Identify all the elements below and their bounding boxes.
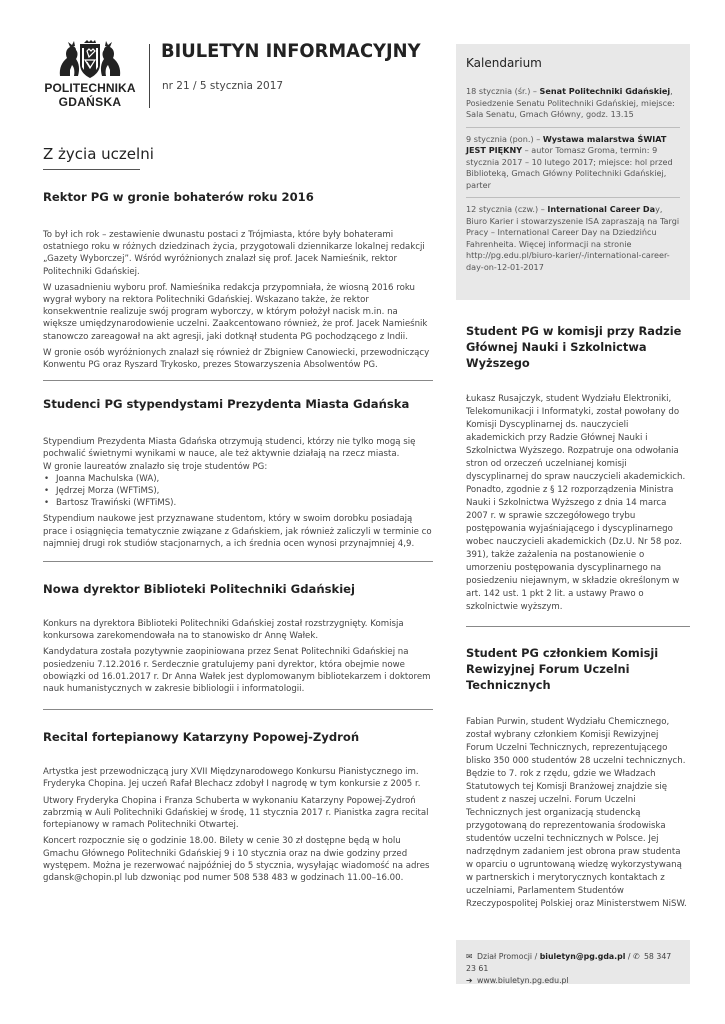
logo-text-gdanska: GDAŃSKA <box>58 95 122 109</box>
calendar-event <box>466 134 680 198</box>
event-date: 12 stycznia (czw.) – <box>466 204 548 214</box>
calendar-event <box>466 86 680 127</box>
article-paragraph: W uzasadnieniu wyboru prof. Namieśnika redakcja przypomniała, że wiosną 2016 roku wygrał wybory na rektora Politechniki Gdańskiej. Wskazano także, że rektor konsekwentnie realizuje swój program wyborczy, w którym położył nacisk m.in. na większe umiędzynarodowienie uczelni. Zaakcentowano również, że prof. Jacek Namieśnik stanowczo zareagował na akt agresji, jaki dotknął studenta PG pochodzącego z Indii. <box>43 282 428 342</box>
article-title: Recital fortepianowy Katarzyny Popowej-Zydroń <box>43 730 360 745</box>
sidebar-article-title: Student PG członkiem Komisji Rewizyjnej Forum Uczelni Technicznych <box>466 646 659 692</box>
sidebar-article-commission <box>466 323 688 614</box>
sidebar-column <box>456 44 690 911</box>
article-body <box>43 229 433 371</box>
article-body <box>43 618 433 695</box>
sidebar-article-body: Fabian Purwin, student Wydziału Chemicznego, został wybrany członkiem Komisji Rewizyjnej Forum Uczelni Technicznych, reprezentującego blisko 350 000 studentów 28 uczelni technicznych. Będzie to 7. rok z rzędu, gdzie we Władzach Statutowych tej Komisji Branżowej znajdzie się student z naszej uczelni. Forum Uczelni Technicznych jest organizacją studencką przygotowaną do reprezentowania środowiska studentów uczelni technicznych w Polsce. Jej nadrzędnym zadaniem jest obrona praw studenta w oparciu o ugruntowaną wiedzę wykorzystywaną w partnerskich i merytorycznych kontaktach z uczelniami, Parlamentem Studentów Rzeczypospolitej Polskiej oraz Ministerstwem NiSW. <box>466 717 687 909</box>
list-item: • Joanna Machulska (WA), <box>43 473 433 485</box>
article-title: Rektor PG w gronie bohaterów roku 2016 <box>43 190 314 204</box>
contact-phone: 58 347 23 61 <box>466 952 672 973</box>
article-divider <box>43 709 433 710</box>
article-paragraph: Stypendium naukowe jest przyznawane studentom, który w swoim dorobku posiadają prace i osiągnięcia tematycznie związane z Gdańskiem, jak również zaliczyli w terminie co najmniej drugi rok studiów stacjonarnych, a ich średnia ocen wynosi przynajmniej 4,9. <box>43 514 432 549</box>
article-paragraph: To był ich rok – zestawienie dwunastu postaci z Trójmiasta, które były bohaterami ostatniego roku w różnych dziedzinach życia, przygotowali dziennikarze lokalnej redakcji „Gazety Wyborczej”. Wśród wyróżnionych znalazł się prof. Jacek Namieśnik, rektor Politechniki Gdańskiej. <box>43 230 425 277</box>
event-details: – autor Tomasz Groma, termin: 9 stycznia 2017 – 10 lutego 2017; miejsce: hol przed Biblioteką, Gmach Główny Politechniki Gdańskiej, parter <box>466 145 673 190</box>
article-paragraph: Konkurs na dyrektora Biblioteki Politechniki Gdańskiej został rozstrzygnięty. Komisja konkursowa zarekomendowała na to stanowisko dr Annę Wałek. <box>43 619 404 642</box>
article-paragraph: W gronie osób wyróżnionych znalazł się również dr Zbigniew Canowiecki, przewodniczący Konwentu PG oraz Ryszard Trykosko, prezes Stowarzyszenia Absolwentów PG. <box>43 347 430 371</box>
issue-number: nr 21 / 5 stycznia 2017 <box>162 80 284 92</box>
arrow-right-icon: ➔ <box>466 976 473 985</box>
event-date: 18 stycznia (śr.) – <box>466 86 540 96</box>
article-rector <box>43 190 433 371</box>
header-divider <box>149 44 150 108</box>
sidebar-article-title: Student PG w komisji przy Radzie Głównej Nauki i Szkolnictwa Wyższego <box>466 324 682 370</box>
calendar-event <box>466 204 680 279</box>
university-logo <box>40 40 140 112</box>
article-divider <box>43 561 433 562</box>
article-paragraph: Artystka jest przewodniczącą jury XVII Międzynarodowego Konkursu Pianistycznego im. Fryderyka Chopina. Jej uczeń Rafał Blechacz zdobył I nagrodę w tym konkursie z 2005 r. <box>43 767 421 790</box>
contact-email-link[interactable]: biuletyn@pg.gda.pl <box>539 952 626 961</box>
contact-dept: Dział Promocji / <box>477 952 540 961</box>
list-item: • Jędrzej Morza (WFTiMS), <box>43 485 433 497</box>
section-heading: Z życia uczelni <box>43 145 154 163</box>
calendar-divider <box>466 197 680 198</box>
event-name: Wystawa malarstwa ŚWIAT JEST PIĘKNY <box>466 133 667 155</box>
article-title: Studenci PG stypendystami Prezydenta Miasta Gdańska <box>43 397 410 412</box>
article-title: Nowa dyrektor Biblioteki Politechniki Gdańskiej <box>43 582 356 597</box>
calendar-box <box>456 44 690 300</box>
contact-box <box>456 940 690 984</box>
contact-separator: / <box>625 952 633 961</box>
article-paragraph: Utwory Fryderyka Chopina i Franza Schuberta w wykonaniu Katarzyny Popowej-Zydroń zabrzmią w Auli Politechniki Gdańskiej w środę, 11 stycznia 2017 r. Pianistka zagra recital fortepianowy w ramach Politechniki Otwartej. <box>43 795 429 831</box>
main-column <box>43 145 433 888</box>
contact-line-web <box>466 975 680 987</box>
calendar-divider <box>466 127 680 128</box>
sidebar-article-forum <box>466 645 688 911</box>
event-details: y, Biuro Karier i stowarzyszenie ISA zapraszają na Targi Pracy – International Career Day na Dziedzińcu Fahrenheita. Więcej informacji na stronie http://pg.edu.pl/biuro-karier/-/international-career-day-on-12-01-2017 <box>466 204 680 272</box>
event-details: , Posiedzenie Senatu Politechniki Gdańskiej, miejsce: Sala Senatu, Gmach Główny, godz. 13.15 <box>466 86 675 119</box>
event-name: Senat Politechniki Gdańskiej <box>539 86 671 96</box>
section-underline <box>43 169 140 170</box>
article-divider <box>43 380 433 381</box>
article-piano-recital <box>43 730 433 884</box>
calendar-title: Kalendarium <box>466 56 542 70</box>
article-body <box>43 766 433 884</box>
article-paragraph: Kandydatura została pozytywnie zaopiniowana przez Senat Politechniki Gdańskiej na posiedzeniu 7.12.2016 r. Serdecznie gratulujemy pani dyrektor, która obejmie nowe obowiązki od 16.01.2017 r. Dr Anna Wałek jest dyplomowanym bibliotekarzem i doktorem nauk humanistycznych w zakresie bibliologii i informatologii. <box>43 647 431 695</box>
article-scholarships <box>43 397 433 550</box>
list-intro: W gronie laureatów znalazło się troje studentów PG: <box>43 461 268 472</box>
contact-website-link[interactable]: www.biuletyn.pg.edu.pl <box>477 976 569 985</box>
article-library-director <box>43 582 433 695</box>
coat-of-arms-icon <box>54 40 126 80</box>
sidebar-divider <box>466 626 690 627</box>
phone-icon: ✆ <box>632 952 640 961</box>
contact-line-email <box>466 951 680 975</box>
event-name: International Career Da <box>547 204 656 214</box>
sidebar-article-body: Łukasz Rusajczyk, student Wydziału Elektroniki, Telekomunikacji i Informatyki, został powołany do Komisji Dyscyplinarnej ds. nauczycieli akademickich przy Radzie Głównej Nauki i Szkolnictwa Wyższego. Rozpatruje ona odwołania stron od orzeczeń uczelnianej komisji dyscyplinarnej do spraw nauczycieli akademickich. Ponadto, zgodnie z § 12 rozporządzenia Ministra Nauki i Szkolnictwa Wyższego z dnia 14 marca 2007 r. w sprawie szczegółowego trybu postępowania wyjaśniającego i dyscyplinarnego wobec nauczycieli akademickich (Dz.U. Nr 58 poz. 391), także zażalenia na postanowienie o umorzeniu postępowania dyscyplinarnego na posiedzeniu niejawnym, w składzie określonym w art. 142 ust. 1 pkt 2 lit. a ustawy Prawo o szkolnictwie wyższym. <box>466 394 686 612</box>
article-paragraph: Koncert rozpocznie się o godzinie 18.00. Bilety w cenie 30 zł dostępne będą w holu Gmachu Głównego Politechniki Gdańskiej 9 i 10 stycznia oraz na dwie godziny przed występem. Można je rezerwować najpóźniej do 5 stycznia, wysyłając wiadomość na adres gdansk@chopin.pl lub dzwoniąc pod numer 508 538 483 w godzinach 11.00–16.00. <box>43 836 430 883</box>
article-paragraph: Stypendium Prezydenta Miasta Gdańska otrzymują studenci, którzy nie tylko mogą się pochwalić świetnymi wynikami w nauce, ale też aktywnie działają na rzecz miasta. <box>43 437 416 460</box>
laureates-list <box>43 473 433 510</box>
article-body <box>43 436 433 550</box>
mail-icon: ✉ <box>466 952 473 961</box>
list-item: • Bartosz Trawiński (WFTiMS). <box>43 497 433 509</box>
bulletin-title: BIULETYN INFORMACYJNY <box>161 40 421 62</box>
event-date: 9 stycznia (pon.) – <box>466 133 543 144</box>
logo-text-politechnika: POLITECHNIKA <box>44 81 136 95</box>
